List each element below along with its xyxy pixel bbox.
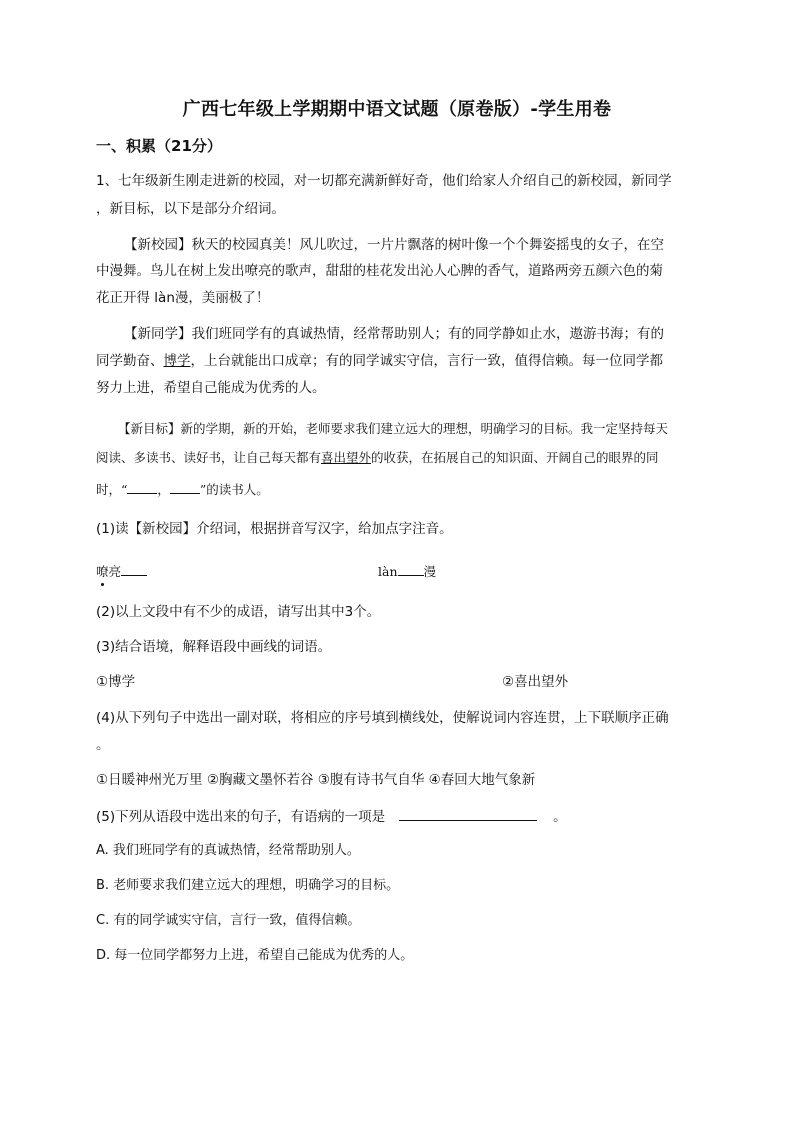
goal-text: 时，“ xyxy=(96,482,128,497)
pinyin-text: làn xyxy=(378,564,398,579)
page-title: 广西七年级上学期期中语文试题（原卷版）-学生用卷 xyxy=(182,99,612,120)
sub1-prompt: (1)读【新校园】介绍词，根据拼音写汉字，给加点字注音。 xyxy=(96,521,453,537)
sub5-option-d: D. 每一位同学都努力上进，希望自己能成为优秀的人。 xyxy=(96,948,414,963)
goal-text: ， xyxy=(157,482,170,497)
sub3-prompt: (3)结合语境，解释语段中画线的词语。 xyxy=(96,639,332,655)
sub2-prompt: (2)以上文段中有不少的成语，请写出其中3个。 xyxy=(96,604,381,620)
sub4-prompt-line2: 。 xyxy=(96,737,110,753)
goal-paragraph-line3 xyxy=(96,479,269,499)
sub1-answer-blank-1[interactable] xyxy=(121,561,147,576)
sub5-prompt: (5)下列从语段中选出来的句子，有语病的一项是 xyxy=(96,809,386,825)
dotted-char xyxy=(96,563,109,581)
classmates-paragraph-line3: 努力上进，希望自己能成为优秀的人。 xyxy=(96,380,326,396)
sub5-option-a: A. 我们班同学有的真诚热情，经常帮助别人。 xyxy=(96,843,360,858)
sub1-answer-blank-2[interactable] xyxy=(398,561,424,576)
section-heading: 一、积累（21分） xyxy=(96,137,222,155)
goal-paragraph-line1: 【新目标】新的学期，新的开始，老师要求我们建立远大的理想，明确学习的目标。我一定坚持每天 xyxy=(118,421,669,436)
sub5-option-c: C. 有的同学诚实守信，言行一致，值得信赖。 xyxy=(96,913,361,928)
underlined-word-boxue: 博学 xyxy=(163,353,191,369)
emphasis-dot xyxy=(101,583,104,586)
sub4-prompt-line1: (4)从下列句子中选出一副对联，将相应的序号填到横线处，使解说词内容连贯，上下联顺序正确 xyxy=(96,710,669,726)
classmates-paragraph-line1: 【新同学】我们班同学有的真诚热情，经常帮助别人；有的同学静如止水，遨游书海；有的 xyxy=(124,326,664,342)
goal-text: ”的读书人。 xyxy=(199,482,269,497)
classmates-paragraph-line2 xyxy=(96,352,663,370)
sub5-option-b: B. 老师要求我们建立远大的理想，明确学习的目标。 xyxy=(96,878,400,893)
goal-paragraph-line2 xyxy=(96,449,659,467)
q1-intro-line2: ，新目标，以下是部分介绍词。 xyxy=(96,201,285,217)
classmates-text: 同学勤奋、 xyxy=(96,353,164,369)
q1-intro-line1: 1、七年级新生刚走进新的校园，对一切都充满新鲜好奇，他们给家人介绍自己的新校园，新同学 xyxy=(96,173,672,189)
sub1-item1 xyxy=(96,561,147,581)
sub1-item1-rest: 亮 xyxy=(108,564,122,579)
sub5-end-mark: 。 xyxy=(553,809,567,825)
goal-text: 的收获，在拓展自己的知识面、开阔自己的眼界的同 xyxy=(371,450,659,465)
sub4-options: ①日暖神州光万里 ②胸藏文墨怀若谷 ③腹有诗书气自华 ④春回大地气象新 xyxy=(96,772,536,788)
classmates-text: ，上台就能出口成章；有的同学诚实守信，言行一致，值得信赖。每一位同学都 xyxy=(190,353,663,369)
sub3-item2: ②喜出望外 xyxy=(502,674,569,690)
couplet-blank-2[interactable] xyxy=(170,479,200,494)
sub5-prompt-row xyxy=(96,806,567,826)
underlined-word-xichuwangwai: 喜出望外 xyxy=(321,450,372,465)
campus-paragraph-line2: 中漫舞。鸟儿在树上发出嘹亮的歌声，甜甜的桂花发出沁人心脾的香气，道路两旁五颜六色的菊 xyxy=(96,263,663,279)
sub5-answer-blank[interactable] xyxy=(399,806,537,821)
sub1-item2 xyxy=(378,561,436,581)
campus-paragraph-line1: 【新校园】秋天的校园真美！风儿吹过，一片片飘落的树叶像一个个舞姿摇曳的女子，在空 xyxy=(124,237,664,253)
couplet-blank-1[interactable] xyxy=(127,479,157,494)
sub1-item2-rest: 漫 xyxy=(423,564,437,579)
campus-paragraph-line3: 花正开得 làn漫，美丽极了！ xyxy=(96,290,270,306)
dotted-char-text: 嘹 xyxy=(96,564,109,579)
sub3-item1: ①博学 xyxy=(96,674,136,690)
goal-text: 阅读、多读书、读好书，让自己每天都有 xyxy=(96,450,322,465)
